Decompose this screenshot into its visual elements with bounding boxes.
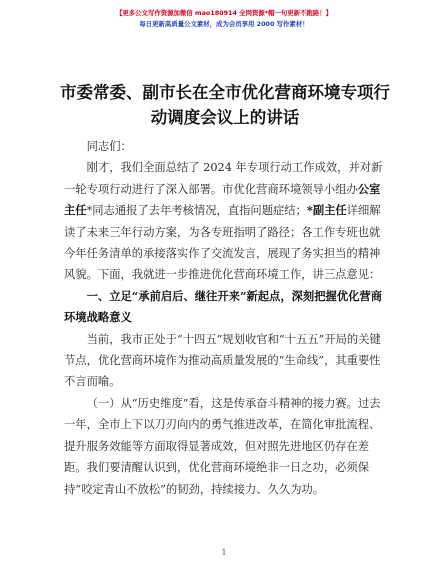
paragraph-intro [64, 157, 384, 285]
paragraph-intro-text-e: 详细解读了未来三年行动方案，为各专班指明了路径；各工作专班也就今年任务清单的承接落实作了交流发言，展现了务实担当的精神风貌。下面，我就进一步推进优化营商环境工作，讲三点意见： [64, 204, 381, 282]
paragraph-intro-text-c: *同志通报了去年考核情况，直指问题症结； [86, 204, 307, 218]
promo-banner [0, 8, 448, 30]
paragraph-intro-text-a: 刚才，我们全面总结了 2024 年专项行动工作成效，并对新一轮专项行动进行了深入部署。市优化营商环境领导小组办 [64, 161, 383, 196]
promo-banner-line1: 【更多公文写作资源加微信 mao180914 全网资源*帽一句更新不跑路！】 [116, 9, 332, 17]
promo-banner-line2: 每日更新高质量公文素材，成为会员享用 2000 写作素材！ [139, 20, 309, 28]
paragraph-context: 当前，我市正处于“十四五”规划收官和“十五五”开局的关键节点，优化营商环境作为推动高质量发展的“生命线”，其重要性不言而喻。 [64, 332, 381, 389]
paragraph-history: （一）从“历史维度”看，这是传承奋斗精神的接力赛。过去一年，全市上下以刀刃向内的勇气推进改革，在简化审批流程、提升服务效能等方面取得显著成效，但对照先进地区仍存在差距。我们要清醒认识到，优化营商环境绝非一日之功，必须保持“咬定青山不放松”的韧劲，持续接力、久久为功。 [64, 396, 381, 496]
office-director-title: 公室主任 [64, 181, 381, 218]
page-number: 1 [221, 548, 227, 557]
section-heading-1: 一、立足“承前启后、继往开来”新起点，深刻把握优化营商环境战略意义 [64, 288, 383, 325]
document-title-line1: 市委常委、副市长在全市优化营商环境专项行 [60, 83, 390, 102]
document-title [40, 80, 410, 130]
deputy-director-title: *副主任 [306, 203, 347, 218]
document-body [64, 136, 384, 500]
salutation: 同志们： [86, 140, 132, 153]
document-title-line2: 动调度会议上的讲话 [150, 108, 300, 127]
